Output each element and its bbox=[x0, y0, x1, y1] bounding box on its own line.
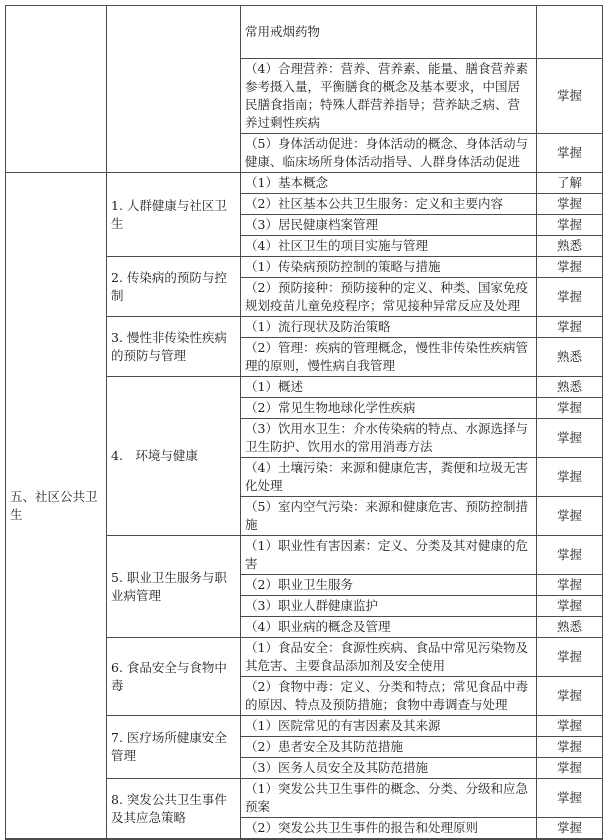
requirement-cell: 掌握 bbox=[537, 596, 603, 617]
requirement-cell: 掌握 bbox=[537, 59, 603, 134]
requirement-cell: 熟悉 bbox=[537, 338, 603, 377]
requirement-cell: 掌握 bbox=[537, 194, 603, 215]
requirement-cell: 掌握 bbox=[537, 758, 603, 779]
unit-title-cell: 7. 医疗场所健康安全管理 bbox=[107, 716, 241, 779]
requirement-cell: 掌握 bbox=[537, 536, 603, 575]
syllabus-table bbox=[5, 5, 603, 840]
requirement-cell: 掌握 bbox=[537, 779, 603, 818]
topic-cell: （1）基本概念 bbox=[241, 173, 537, 194]
topic-cell: （4）职业病的概念及管理 bbox=[241, 617, 537, 638]
topic-cell: （2）管理：疾病的管理概念，慢性非传染性疾病管理的原则，慢性病自我管理 bbox=[241, 338, 537, 377]
requirement-cell: 掌握 bbox=[537, 575, 603, 596]
topic-cell: （3）饮用水卫生：介水传染病的特点、水源选择与卫生防护、饮用水的常用消毒方法 bbox=[241, 419, 537, 458]
unit-title-cell: 4. 环境与健康 bbox=[107, 377, 241, 536]
requirement-cell: 掌握 bbox=[537, 638, 603, 677]
topic-cell: （3）居民健康档案管理 bbox=[241, 215, 537, 236]
unit-title-cell: 2. 传染病的预防与控制 bbox=[107, 257, 241, 317]
table-row bbox=[6, 6, 603, 59]
unit-title-cell: 1. 人群健康与社区卫生 bbox=[107, 173, 241, 257]
chapter-cell-empty bbox=[6, 6, 107, 173]
requirement-cell: 掌握 bbox=[537, 278, 603, 317]
requirement-cell: 掌握 bbox=[537, 716, 603, 737]
requirement-cell: 掌握 bbox=[537, 398, 603, 419]
chapter-title-cell: 五、社区公共卫生 bbox=[6, 173, 107, 840]
table-row bbox=[6, 173, 603, 194]
requirement-cell: 掌握 bbox=[537, 257, 603, 278]
topic-cell: （2）突发公共卫生事件的报告和处理原则 bbox=[241, 818, 537, 840]
requirement-cell: 掌握 bbox=[537, 215, 603, 236]
unit-cell-empty bbox=[107, 6, 241, 173]
requirement-cell: 了解 bbox=[537, 173, 603, 194]
topic-cell: （4）社区卫生的项目实施与管理 bbox=[241, 236, 537, 257]
topic-cell: （4）合理营养：营养、营养素、能量、膳食营养素参考摄入量，平衡膳食的概念及基本要求，中国居民膳食指南；特殊人群营养指导；营养缺乏病、营养过剩性疾病 bbox=[241, 59, 537, 134]
requirement-cell: 熟悉 bbox=[537, 617, 603, 638]
topic-cell: （3）医务人员安全及其防范措施 bbox=[241, 758, 537, 779]
topic-cell: （3）职业人群健康监护 bbox=[241, 596, 537, 617]
topic-cell: （1）医院常见的有害因素及其来源 bbox=[241, 716, 537, 737]
topic-cell: （1）传染病预防控制的策略与措施 bbox=[241, 257, 537, 278]
topic-cell: （1）流行现状及防治策略 bbox=[241, 317, 537, 338]
topic-cell: （2）社区基本公共卫生服务：定义和主要内容 bbox=[241, 194, 537, 215]
unit-title-cell: 8. 突发公共卫生事件及其应急策略 bbox=[107, 779, 241, 840]
topic-cell: （2）患者安全及其防范措施 bbox=[241, 737, 537, 758]
requirement-cell: 熟悉 bbox=[537, 377, 603, 398]
topic-cell: （4）土壤污染：来源和健康危害，粪便和垃圾无害化处理 bbox=[241, 458, 537, 497]
topic-cell: （2）食物中毒：定义、分类和特点；常见食品中毒的原因、特点及预防措施；食物中毒调查与处理 bbox=[241, 677, 537, 716]
requirement-cell: 掌握 bbox=[537, 497, 603, 536]
requirement-cell: 掌握 bbox=[537, 419, 603, 458]
requirement-cell bbox=[537, 6, 603, 59]
topic-cell: （5）室内空气污染：来源和健康危害、预防控制措施 bbox=[241, 497, 537, 536]
topic-cell: （1）食品安全：食源性疾病、食品中常见污染物及其危害、主要食品添加剂及安全使用 bbox=[241, 638, 537, 677]
requirement-cell: 掌握 bbox=[537, 737, 603, 758]
unit-title-cell: 5. 职业卫生服务与职业病管理 bbox=[107, 536, 241, 638]
requirement-cell: 掌握 bbox=[537, 818, 603, 840]
requirement-cell: 掌握 bbox=[537, 317, 603, 338]
syllabus-table-body bbox=[6, 6, 603, 840]
topic-cell: 常用戒烟药物 bbox=[241, 6, 537, 59]
requirement-cell: 掌握 bbox=[537, 134, 603, 173]
topic-cell: （1）突发公共卫生事件的概念、分类、分级和应急预案 bbox=[241, 779, 537, 818]
topic-cell: （2）常见生物地球化学性疾病 bbox=[241, 398, 537, 419]
topic-cell: （2）预防接种：预防接种的定义、种类、国家免疫规划疫苗儿童免疫程序；常见接种异常反应及处理 bbox=[241, 278, 537, 317]
unit-title-cell: 6. 食品安全与食物中毒 bbox=[107, 638, 241, 716]
requirement-cell: 熟悉 bbox=[537, 236, 603, 257]
requirement-cell: 掌握 bbox=[537, 458, 603, 497]
topic-cell: （5）身体活动促进：身体活动的概念、身体活动与健康、临床场所身体活动指导、人群身体活动促进 bbox=[241, 134, 537, 173]
topic-cell: （2）职业卫生服务 bbox=[241, 575, 537, 596]
requirement-cell: 掌握 bbox=[537, 677, 603, 716]
unit-title-cell: 3. 慢性非传染性疾病的预防与管理 bbox=[107, 317, 241, 377]
topic-cell: （1）职业性有害因素：定义、分类及其对健康的危害 bbox=[241, 536, 537, 575]
topic-cell: （1）概述 bbox=[241, 377, 537, 398]
